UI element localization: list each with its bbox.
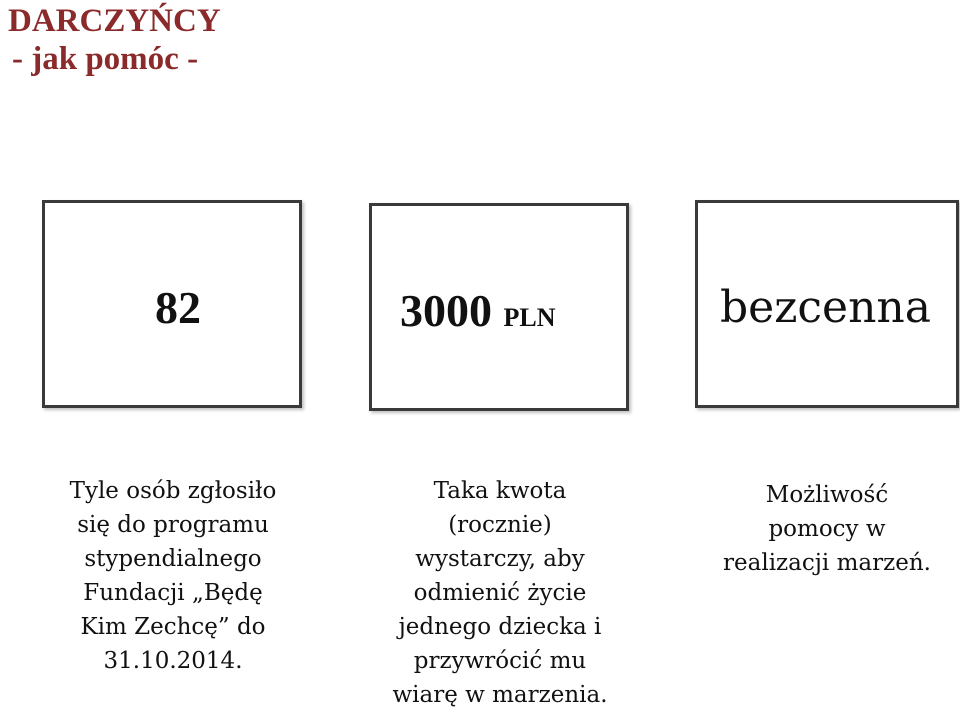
description-line: Kim Zechcę” do: [80, 614, 266, 640]
title-main: DARCZYŃCY: [8, 3, 221, 39]
stat-number: 82: [155, 282, 201, 333]
description-applicants: [42, 474, 304, 678]
description-line: Tyle osób zgłosiło: [69, 478, 277, 504]
description-line: Możliwość: [765, 482, 889, 508]
description-line: Fundacji „Będę: [83, 580, 263, 606]
stat-value: [155, 281, 201, 335]
description-line: (rocznie): [448, 512, 552, 538]
description-line: jednego dziecka i: [398, 614, 602, 640]
stat-card-amount: [369, 203, 629, 411]
description-line: stypendialnego: [84, 546, 262, 572]
description-line: pomocy w: [768, 516, 886, 542]
stat-value: [400, 284, 556, 345]
title-subtitle: - jak pomóc -: [12, 41, 199, 77]
slide-title: [8, 2, 221, 78]
description-line: realizacji marzeń.: [723, 550, 931, 576]
description-line: przywrócić mu: [413, 648, 587, 674]
description-amount: [369, 474, 631, 712]
stat-card-value: [695, 200, 959, 408]
description-line: wystarczy, aby: [415, 546, 585, 572]
description-line: 31.10.2014.: [103, 648, 243, 674]
stat-value: [720, 281, 931, 335]
stat-unit: PLN: [503, 303, 556, 332]
stat-card-applicants: [42, 200, 302, 408]
description-line: wiarę w marzenia.: [392, 682, 608, 708]
description-line: się do programu: [77, 512, 269, 538]
description-value: [695, 478, 959, 580]
stat-word: bezcenna: [720, 282, 931, 333]
stat-number: 3000: [400, 285, 492, 336]
description-line: Taka kwota: [433, 478, 567, 504]
description-line: odmienić życie: [413, 580, 587, 606]
